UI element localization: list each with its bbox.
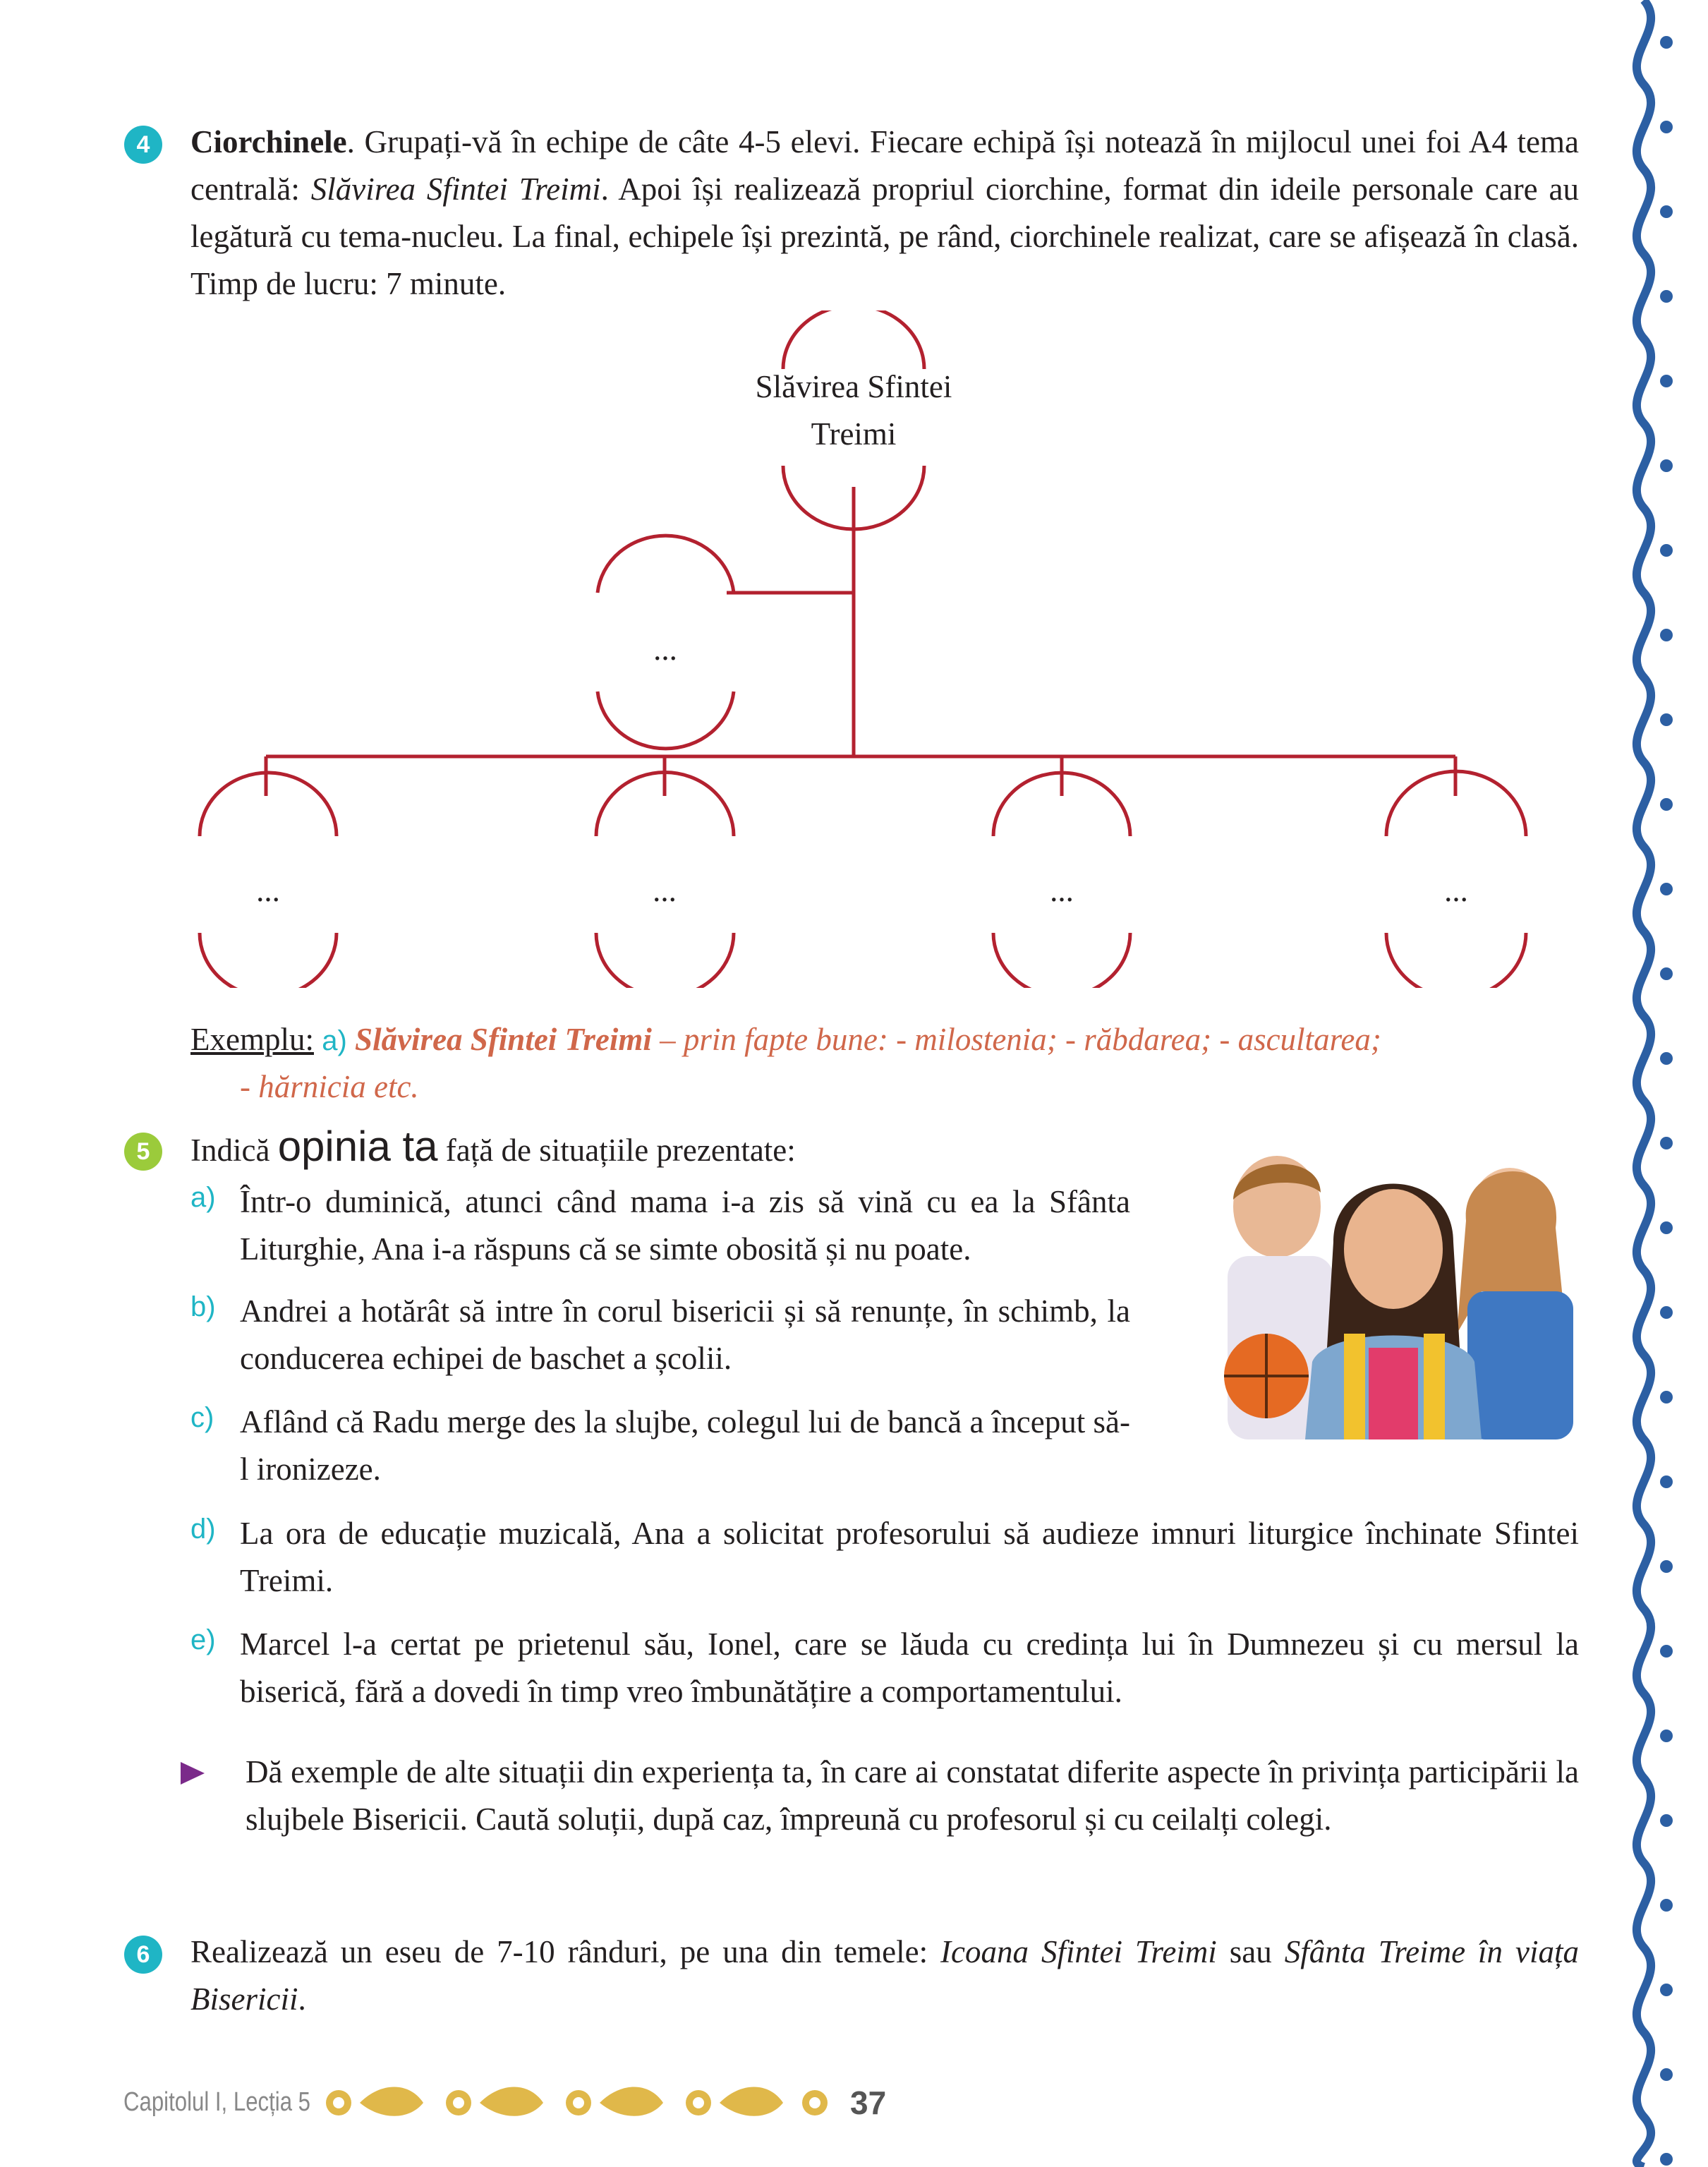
girl-right-shirt [1467,1291,1573,1439]
task-5-intro-a: Indică [190,1133,278,1168]
border-dot [1660,1052,1673,1065]
backpack-strap-right [1424,1334,1445,1439]
footer-ornament [310,2078,847,2127]
border-dot [1660,1137,1673,1149]
node-1-text: ... [256,873,280,908]
item-b-text: Andrei a hotărât să intre în corul bisericii și să renunțe, în schimb, la conducerea echipei de baschet a școlii. [240,1293,1130,1376]
border-dot [1660,1560,1673,1573]
task-6-number: 6 [124,1936,162,1974]
border-dot [1660,1475,1673,1488]
item-d-letter: d) [190,1514,216,1545]
node-1-top-arc [200,773,337,836]
item-c-text: Aflând că Radu merge des la slujbe, colegul lui de bancă a început să-l ironizeze. [240,1404,1130,1487]
task-4-title: Ciorchinele [190,124,347,159]
task-4-text-part2: . Apoi își realizează propriul ciorchine, format din ideile personale care au legătură cu tema-nucleu. La final, echipele își prezintă, pe rând, ciorchinele realizat, care se afișează în clasă. Timp de lucru: 7 minute. [190,171,1579,301]
example-rest: – prin fapte bune: - milostenia; - răbdarea; - ascultarea; [651,1022,1381,1057]
example-label: Exemplu: [190,1022,314,1057]
item-d-text: La ora de educație muzicală, Ana a solicitat profesorului să audieze imnuri liturgice închinate Sfintei Treimi. [240,1516,1579,1598]
task-6-text-part1: Realizează un eseu de 7-10 rânduri, pe una din temele: [190,1934,941,1969]
item-a-letter: a) [190,1182,216,1213]
girl-center-top [1369,1348,1418,1439]
border-dot [1660,1984,1673,1996]
node-1-bottom-arc [200,933,337,988]
task-5-intro-big: opinia ta [277,1123,438,1170]
node-4-bottom-arc [1386,933,1526,988]
task-5-extra-text: Dă exemple de alte situații din experiența ta, în care ai constatat diferite aspecte în privința participării la slujbele Bisericii. Caută soluții, după caz, împreună cu profesorul și cu ceilalți colegi. [246,1754,1579,1837]
border-dot [1660,1814,1673,1827]
node-4-text: ... [1444,873,1468,908]
border-dot [1660,1645,1673,1658]
task-6-theme2: Sfânta Treime în viața Bisericii [190,1934,1579,2017]
task-4-number: 4 [124,126,162,164]
center-oval-top-arc [783,310,924,369]
node-3-bottom-arc [993,933,1130,988]
task-5-intro-b: față de situațiile prezentate: [437,1133,796,1168]
node-3-text: ... [1050,873,1074,908]
node-2-text: ... [653,873,677,908]
border-dot [1660,1391,1673,1404]
node-left-bottom-arc [598,692,734,749]
center-node-line2: Treimi [811,416,897,452]
task-5-intro [190,1123,796,1174]
item-a-text: Într-o duminică, atunci când mama i-a zis să vină cu ea la Sfânta Liturghie, Ana i-a răspuns că se simte obosită și nu poate. [240,1184,1130,1267]
border-dot [1660,1221,1673,1234]
students-photo [1199,1150,1580,1439]
backpack-strap-left [1344,1334,1365,1439]
border-dot [1660,121,1673,133]
task-6-text [190,1928,1579,2023]
footer-chapter: Capitolul I, Lecția 5 [123,2087,311,2117]
task-6-sau: sau [1216,1934,1285,1969]
border-dot [1660,290,1673,303]
task-5-number: 5 [124,1133,162,1171]
node-left-text: ... [653,632,677,667]
girl-center-head [1344,1189,1443,1309]
border-dot [1660,2068,1673,2081]
task-4-theme: Slăvirea Sfintei Treimi [310,171,601,207]
example-bold: Slăvirea Sfintei Treimi [355,1022,652,1057]
task-4-text [190,119,1579,308]
example-line1 [190,1016,1601,1065]
border-dot [1660,1899,1673,1912]
item-e-letter: e) [190,1624,216,1655]
purple-arrow-icon [179,1759,207,1787]
center-node-text [705,363,1002,458]
task-6-end: . [298,1981,306,2017]
page-number: 37 [850,2084,887,2121]
task-6-theme1: Icoana Sfintei Treimi [940,1934,1217,1969]
border-dot [1660,205,1673,218]
node-left-top-arc [598,536,734,593]
item-b-letter: b) [190,1291,216,1322]
node-2-bottom-arc [596,933,734,988]
example-line2: - hărnicia etc. [240,1069,419,1104]
item-c-letter: c) [190,1402,214,1433]
center-node-line1: Slăvirea Sfintei [755,369,952,404]
border-dot [1660,2153,1673,2166]
item-e-text: Marcel l-a certat pe prietenul său, Ionel, care se lăuda cu credința lui în Dumnezeu și cu mersul la biserică, fără a dovedi în timp vreo îmbunătățire a comportamentului. [240,1626,1579,1709]
task-4-text-part1: . Grupați-vă în echipe de câte 4-5 elevi. Fiecare echipă își notează în mijlocul unei foi A4 tema centrală: [190,124,1579,207]
border-dot [1660,36,1673,49]
example-letter: a) [322,1025,347,1056]
border-dot [1660,1306,1673,1319]
border-dot [1660,1730,1673,1742]
